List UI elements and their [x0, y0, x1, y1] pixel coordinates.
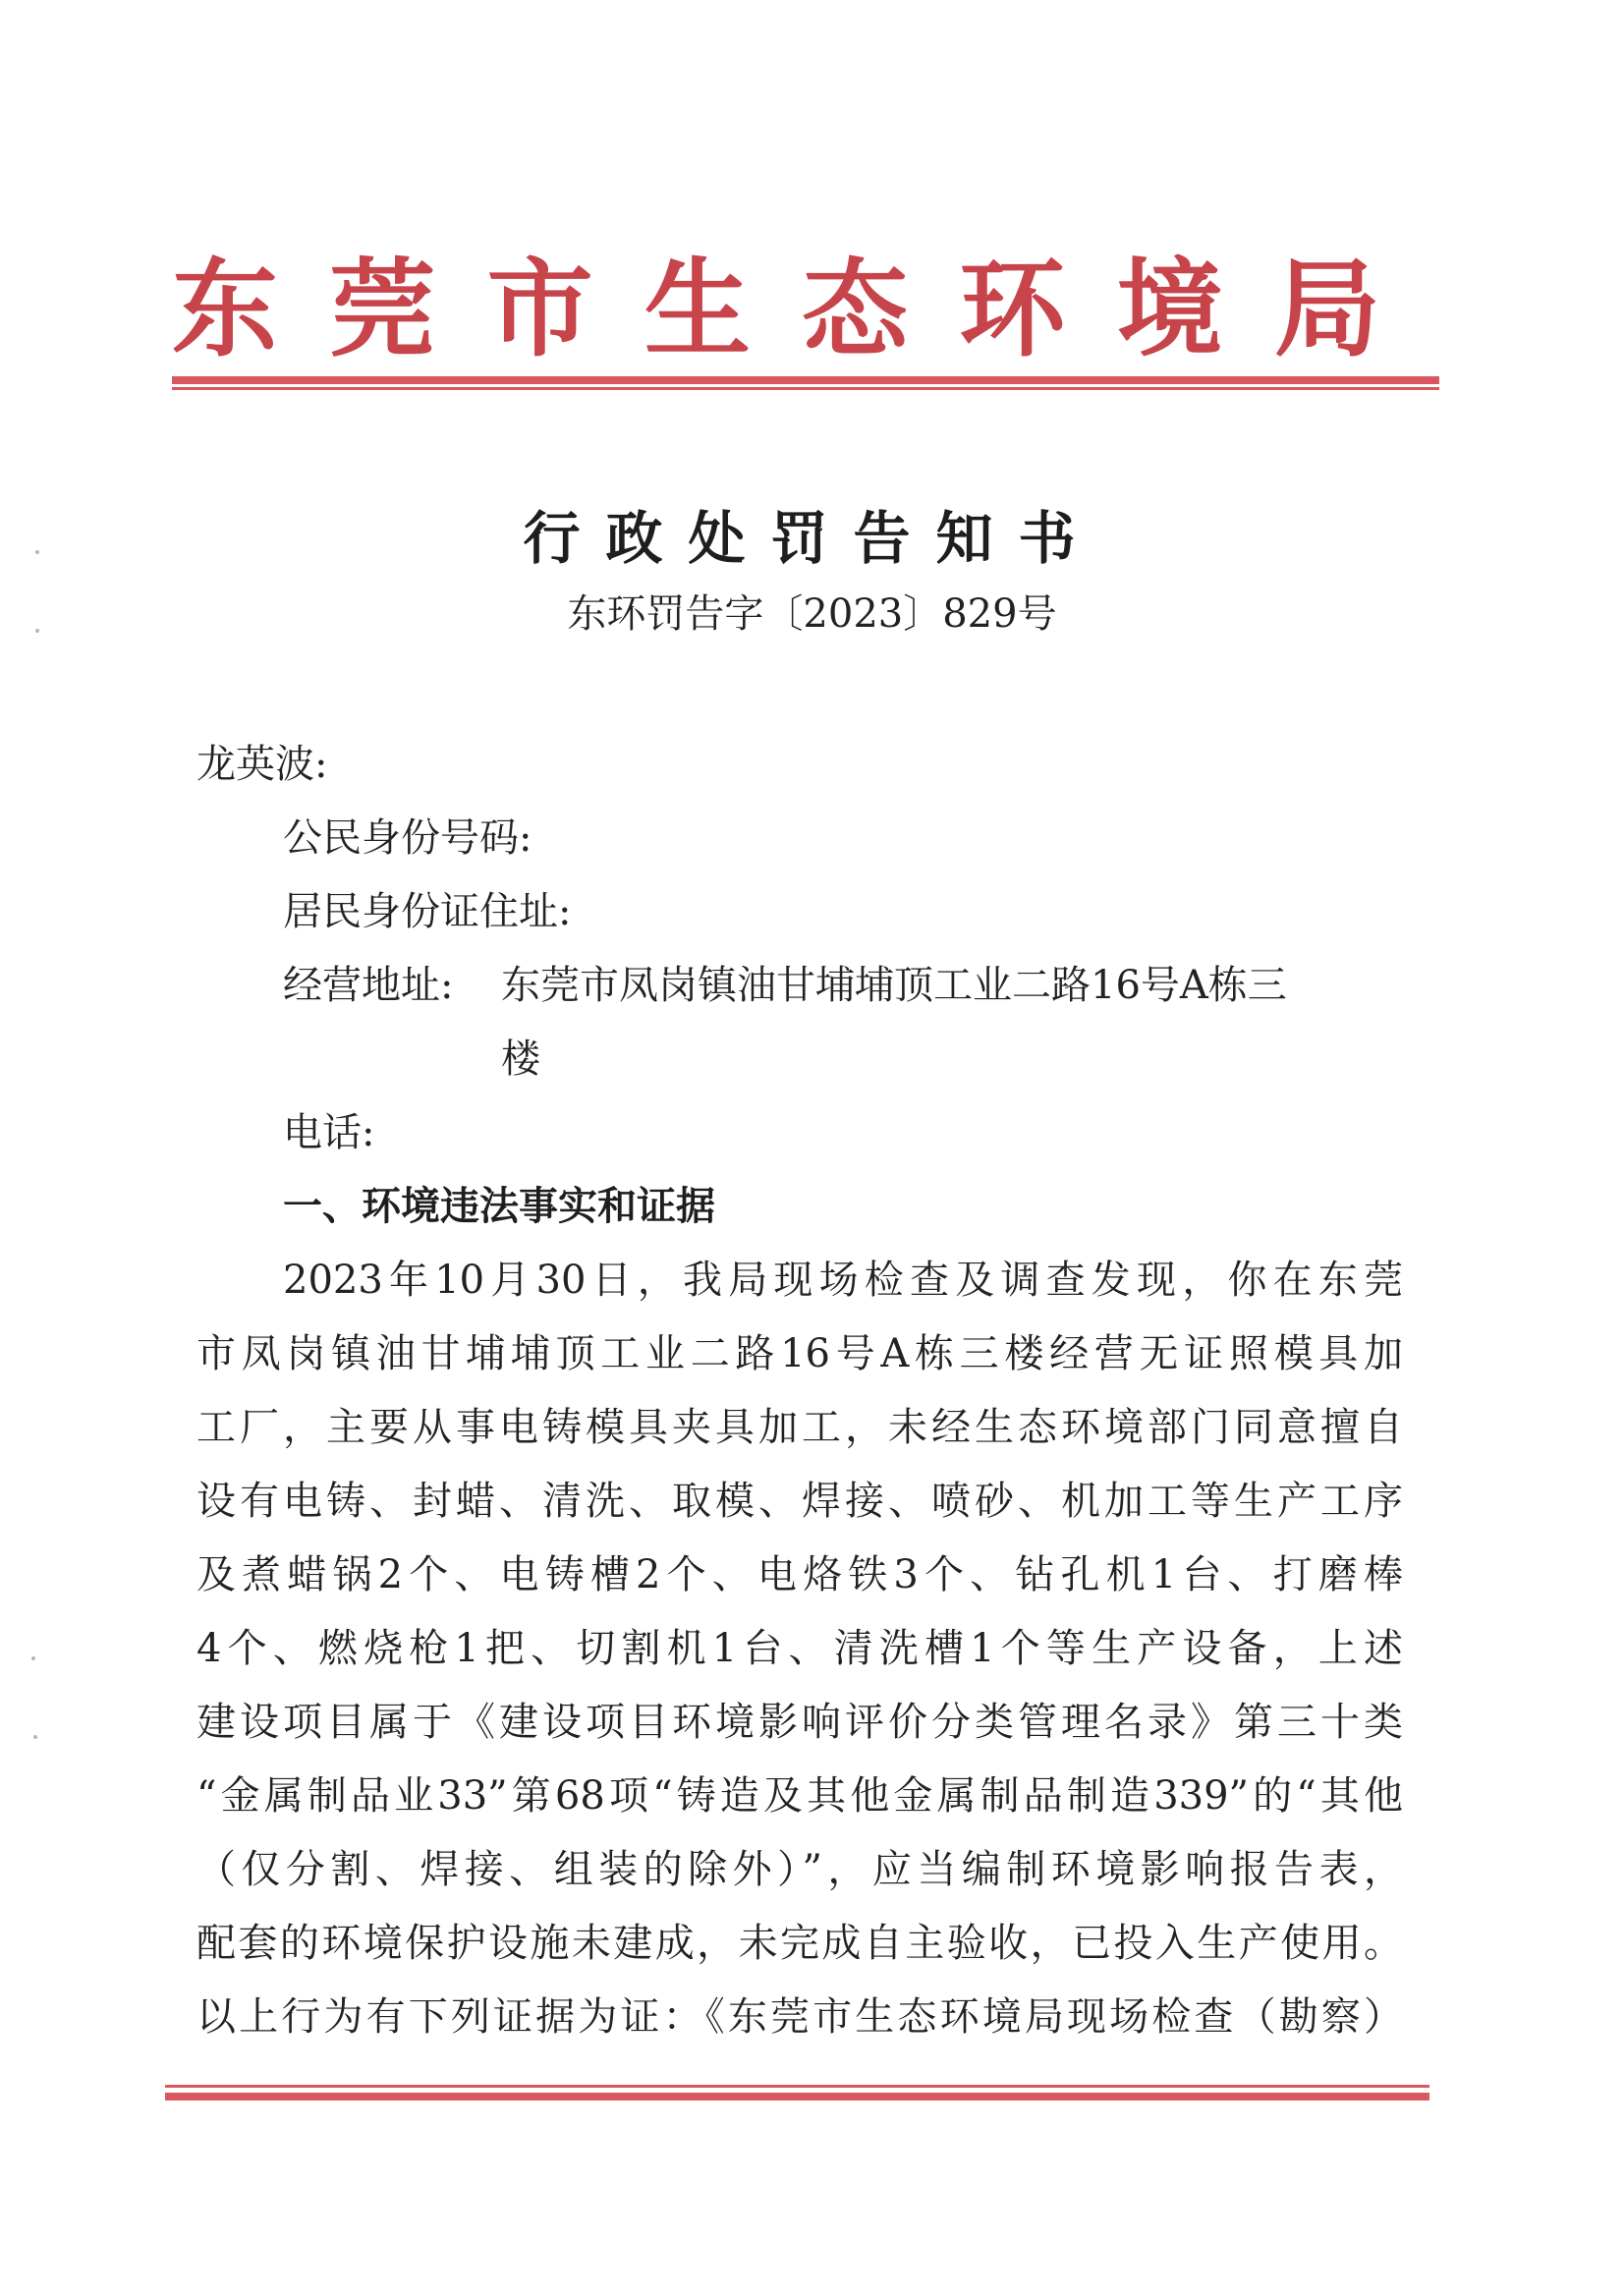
paragraph-line: 4个、燃烧枪1把、切割机1台、清洗槽1个等生产设备，上述 — [196, 1626, 1403, 1671]
business-address-value: 东莞市凤岗镇油甘埔埔顶工业二路16号A栋三 — [501, 963, 1287, 1008]
recipient-name: 龙英波: — [196, 742, 328, 787]
letterhead-title — [172, 246, 1380, 373]
document-title: 行政处罚告知书 — [523, 505, 1101, 572]
business-address-value-continued: 楼 — [501, 1036, 540, 1082]
id-number-label: 公民身份号码: — [283, 815, 532, 861]
paragraph-line: 2023年10月30日，我局现场检查及调查发现，你在东莞 — [283, 1258, 1403, 1303]
paragraph-line: 建设项目属于《建设项目环境影响评价分类管理名录》第三十类 — [196, 1700, 1403, 1745]
footer-rule-thin — [165, 2085, 1429, 2088]
letterhead-rule-thick — [172, 376, 1439, 384]
letterhead-char: 境 — [1116, 248, 1223, 371]
paragraph-line: 配套的环境保护设施未建成，未完成自主验收，已投入生产使用。 — [196, 1921, 1403, 1966]
letterhead-char: 莞 — [329, 248, 436, 371]
letterhead-char: 局 — [1273, 248, 1380, 371]
letterhead-char: 环 — [959, 248, 1066, 371]
document-number: 东环罚告字〔2023〕829号 — [567, 591, 1057, 637]
scan-artifact — [31, 1656, 35, 1660]
residence-address-label: 居民身份证住址: — [283, 889, 572, 934]
letterhead-char: 生 — [644, 248, 751, 371]
footer-rule-thick — [165, 2093, 1429, 2100]
scan-artifact — [33, 1735, 37, 1739]
letterhead-rule-thin — [172, 387, 1439, 390]
paragraph-line: 以上行为有下列证据为证：《东莞市生态环境局现场检查（勘察） — [196, 1994, 1403, 2040]
paragraph-line: （仅分割、焊接、组装的除外）”，应当编制环境影响报告表， — [196, 1847, 1403, 1892]
section-heading: 一、环境违法事实和证据 — [283, 1184, 715, 1229]
business-address-label: 经营地址: — [283, 963, 454, 1008]
phone-label: 电话: — [283, 1110, 375, 1155]
paragraph-line: “金属制品业33”第68项“铸造及其他金属制品制造339”的“其他 — [196, 1773, 1403, 1819]
letterhead-char: 东 — [172, 248, 279, 371]
scan-artifact — [35, 550, 39, 554]
letterhead-char: 市 — [486, 248, 593, 371]
paragraph-line: 市凤岗镇油甘埔埔顶工业二路16号A栋三楼经营无证照模具加 — [196, 1331, 1403, 1376]
letterhead-char: 态 — [802, 248, 909, 371]
paragraph-line: 设有电铸、封蜡、清洗、取模、焊接、喷砂、机加工等生产工序 — [196, 1479, 1403, 1524]
paragraph-line: 工厂，主要从事电铸模具夹具加工，未经生态环境部门同意擅自 — [196, 1405, 1403, 1450]
scan-artifact — [35, 629, 39, 633]
paragraph-line: 及煮蜡锅2个、电铸槽2个、电烙铁3个、钻孔机1台、打磨棒 — [196, 1552, 1403, 1597]
